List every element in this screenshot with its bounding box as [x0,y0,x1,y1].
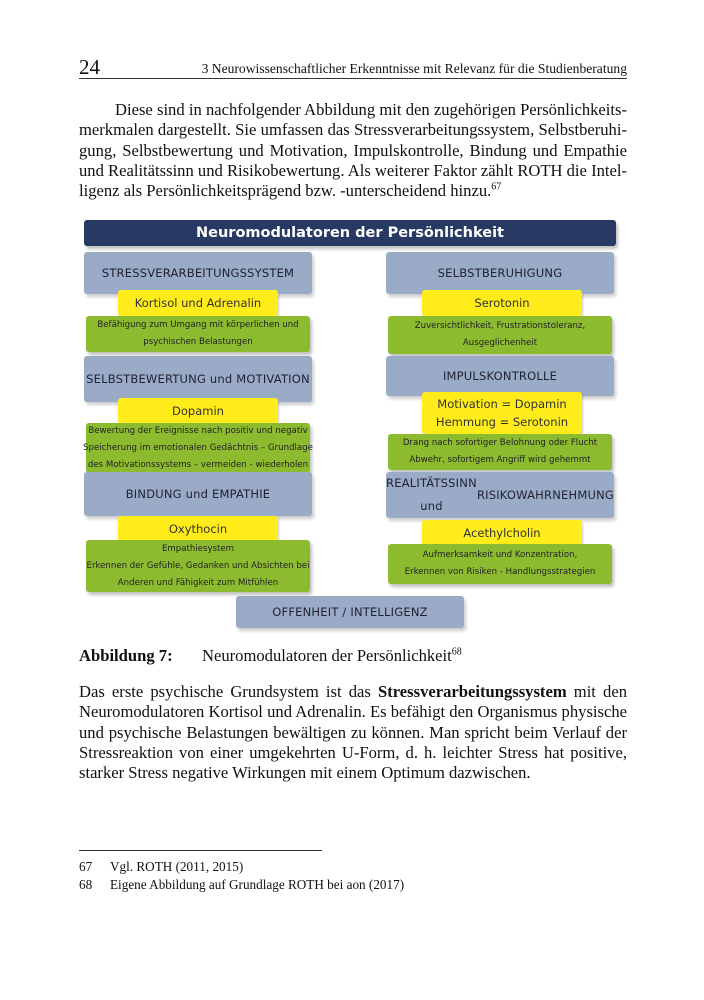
running-head: 3 Neurowissenschaftlicher Erkenntnisse mit Relevanz für die Studienberatung [201,61,627,76]
system-box-right-3 [386,472,614,518]
caption-text-wrap [202,646,462,666]
modulator-box-left-3: Oxythocin [118,516,278,542]
system-box-left-2: SELBSTBEWERTUNG und MOTIVATION [84,356,312,402]
system-box-right-2: IMPULSKONTROLLE [386,356,614,396]
trait-line: Abwehr, sofortigem Angriff wird gehemmt [409,455,591,465]
modulator-box-right-2 [422,392,582,434]
modulator-box-right-3: Acethylcholin [422,520,582,546]
trait-box-right-2 [388,434,612,470]
trait-box-right-1 [388,316,612,354]
modulator-box-right-1: Serotonin [422,290,582,316]
footnote-68 [79,877,404,893]
trait-line: Zuversichtlichkeit, Frustrationstoleranz, [414,321,586,331]
trait-line: Empathiesystem [161,543,235,554]
modulator-box-left-1: Kortisol und Adrenalin [118,290,278,316]
footnote-ref-67: 67 [491,181,502,193]
figure-title: Neuromodulatoren der Persönlichkeit [84,220,616,246]
system-box-left-1: STRESSVERARBEITUNGSSYSTEM [84,252,312,294]
body-text-post: mit den Neuromodulatoren Kortisol und Adrenalin. Es befähigt den Organismus physische und psychische Belastungen bewältigen zu können. Man spricht beim Verlauf der Stressreaktion von einer umgekehrten U-Form, d. h. leichter Stress hat positive, starker Stress negative Wirkungen mit einem Optimum dazwischen. [79,682,627,783]
body-text-pre: Das erste psychische Grundsystem ist das [79,682,378,701]
figure-neuromodulators [84,220,624,632]
trait-line: Befähigung zum Umgang mit körperlichen und [97,320,299,330]
figure-caption [79,646,462,666]
footnote-ref-68: 68 [451,646,462,658]
footnote-number: 68 [79,877,93,892]
intro-paragraph [79,100,627,201]
caption-label: Abbildung 7: [79,646,173,665]
footnote-67 [79,859,243,875]
header-rule [79,78,627,79]
trait-line: psychischen Belastungen [143,337,253,347]
system-line: REALITÄTSSINN und [386,476,477,513]
intro-text: Diese sind in nachfolgender Abbildung mit den zugehörigen Persönlichkeits-merkmalen dargestellt. Sie umfassen das Stressverarbeitungssystem, Selbstberuhi-gung, Selbstbewertung und Motivation, Impulskontrolle, Bindung und Empathie und Realitätssinn und Risikobewertung. Als weiterer Faktor zählt ROTH die Intel-ligenz als Persönlichkeitsprägend bzw. -unterscheidend hinzu. [79,100,627,201]
trait-line: Aufmerksamkeit und Konzentration, [422,550,578,560]
system-line: RISIKOWAHRNEHMUNG [476,487,614,502]
trait-box-left-1 [86,316,310,352]
trait-line: Speicherung im emotionalen Gedächtnis – Grundlage [83,442,313,453]
trait-line: Ausgeglichenheit [462,338,538,348]
modulator-box-left-2: Dopamin [118,398,278,424]
body-paragraph [79,682,627,783]
system-box-right-1: SELBSTBERUHIGUNG [386,252,614,294]
trait-box-left-3 [86,540,310,592]
body-text-bold: Stressverarbeitungssystem [377,682,567,701]
footnote-text: Eigene Abbildung auf Grundlage ROTH bei aon (2017) [110,877,405,892]
trait-box-right-3 [388,544,612,584]
trait-line: des Motivationssystems – vermeiden - wiederholen [87,459,309,470]
trait-line: Drang nach sofortiger Belohnung oder Flucht [402,438,598,448]
trait-box-left-2 [83,423,313,473]
footnote-rule [79,850,322,851]
trait-line: Bewertung der Ereignisse nach positiv und negativ [88,425,308,436]
modulator-line: Motivation = Dopamin [437,397,567,411]
page-number: 24 [79,55,100,79]
footnote-text: Vgl. ROTH (2011, 2015) [110,859,244,874]
caption-text: Neuromodulatoren der Persönlichkeit [202,646,452,665]
trait-line: Erkennen der Gefühle, Gedanken und Absichten bei [86,560,310,571]
system-box-left-3: BINDUNG und EMPATHIE [84,472,312,516]
trait-line: Anderen und Fähigkeit zum Mitfühlen [117,577,279,588]
intelligence-box: OFFENHEIT / INTELLIGENZ [236,596,464,628]
modulator-line: Hemmung = Serotonin [435,415,569,429]
footnote-number: 67 [79,859,93,874]
trait-line: Erkennen von Risiken - Handlungsstrategien [404,567,596,577]
